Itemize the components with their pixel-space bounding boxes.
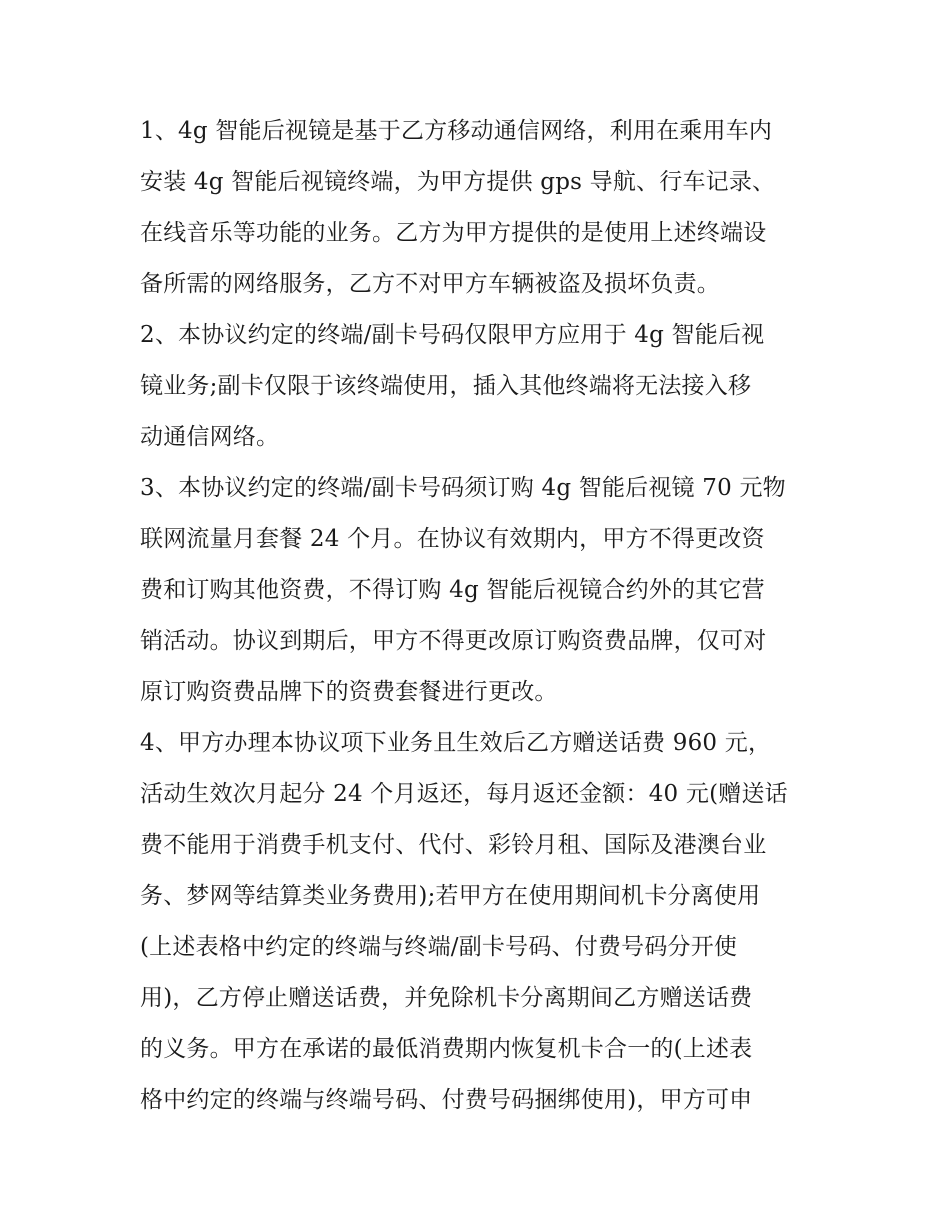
paragraph-4	[140, 718, 820, 1126]
text-line: 动通信网络。	[140, 424, 280, 450]
text-line: 原订购资费品牌下的资费套餐进行更改。	[140, 679, 558, 705]
paragraph-2	[140, 310, 820, 463]
text-line: 费和订购其他资费，不得订购 4g 智能后视镜合约外的其它营	[140, 577, 765, 603]
text-line: 销活动。协议到期后，甲方不得更改原订购资费品牌，仅可对	[140, 628, 767, 654]
text-line: 4、甲方办理本协议项下业务且生效后乙方赠送话费 960 元，	[140, 730, 772, 756]
text-line: 3、本协议约定的终端/副卡号码须订购 4g 智能后视镜 70 元物	[140, 475, 786, 501]
text-line: 的义务。甲方在承诺的最低消费期内恢复机卡合一的(上述表	[140, 1036, 753, 1062]
paragraph-3	[140, 463, 820, 718]
text-line: 备所需的网络服务，乙方不对甲方车辆被盗及损坏负责。	[140, 271, 720, 297]
text-line: 联网流量月套餐 24 个月。在协议有效期内，甲方不得更改资	[140, 526, 765, 552]
text-line: 用)，乙方停止赠送话费，并免除机卡分离期间乙方赠送话费	[140, 985, 753, 1011]
text-line: 在线音乐等功能的业务。乙方为甲方提供的是使用上述终端设	[140, 220, 767, 246]
text-line: 格中约定的终端与终端号码、付费号码捆绑使用)，甲方可申	[140, 1087, 753, 1113]
paragraph-1	[140, 106, 820, 310]
text-line: 2、本协议约定的终端/副卡号码仅限甲方应用于 4g 智能后视	[140, 322, 765, 348]
text-line: (上述表格中约定的终端与终端/副卡号码、付费号码分开使	[140, 934, 738, 960]
document-body	[140, 106, 820, 1126]
text-line: 安装 4g 智能后视镜终端，为甲方提供 gps 导航、行车记录、	[140, 169, 776, 195]
text-line: 镜业务;副卡仅限于该终端使用，插入其他终端将无法接入移	[140, 373, 752, 399]
text-line: 务、梦网等结算类业务费用);若甲方在使用期间机卡分离使用	[140, 883, 761, 909]
text-line: 费不能用于消费手机支付、代付、彩铃月租、国际及港澳台业	[140, 832, 767, 858]
text-line: 1、4g 智能后视镜是基于乙方移动通信网络，利用在乘用车内	[140, 118, 773, 144]
text-line: 活动生效次月起分 24 个月返还，每月返还金额：40 元(赠送话	[140, 781, 788, 807]
